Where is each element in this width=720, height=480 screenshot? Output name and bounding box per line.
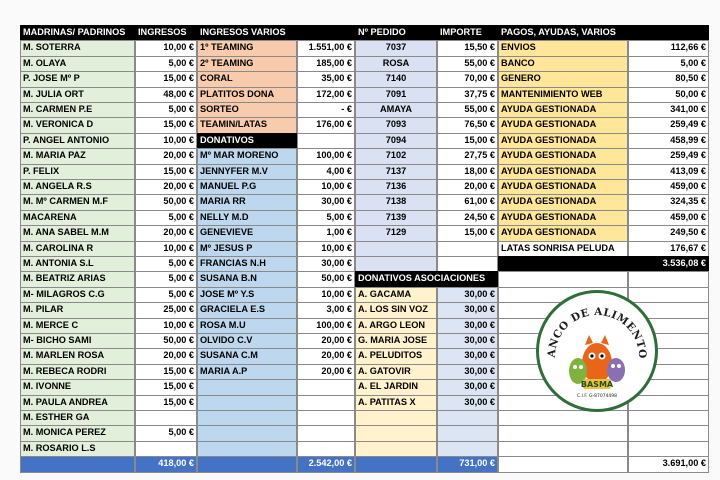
pago-concept: BANCO	[498, 56, 628, 72]
pedido-num: 7137	[355, 164, 437, 180]
donativo-name: MARIA RR	[197, 194, 297, 210]
header-pagos: PAGOS, AYUDAS, VARIOS	[498, 25, 709, 41]
donativo-blank-amount	[297, 441, 355, 457]
donor-amount: 48,00 €	[135, 87, 197, 103]
asociacion-amount: 30,00 €	[437, 364, 498, 380]
header-importe: IMPORTE	[437, 25, 498, 41]
pago-amount: 413,09 €	[628, 164, 709, 180]
donativo-amount: 10,00 €	[297, 241, 355, 257]
donativo-blank	[197, 441, 297, 457]
donativo-blank-amount	[297, 379, 355, 395]
pago-amount: 176,67 €	[628, 241, 709, 257]
donativo-name: JOSE Mº Y.S	[197, 287, 297, 303]
donor-amount: 10,00 €	[135, 241, 197, 257]
donor-name: M- BICHO SAMI	[20, 333, 135, 349]
asociacion-blank	[355, 410, 437, 426]
pedido-amount: 18,00 €	[437, 164, 498, 180]
pedido-num: ROSA	[355, 56, 437, 72]
pago-blank-amount	[628, 425, 709, 441]
pedido-num: AMAYA	[355, 102, 437, 118]
donor-amount: 10,00 €	[135, 133, 197, 149]
asociacion-name: A. PELUDITOS	[355, 348, 437, 364]
asociacion-name: A. GATOVIR	[355, 364, 437, 380]
pedido-num: 7138	[355, 194, 437, 210]
donor-amount: 15,00 €	[135, 395, 197, 411]
asociacion-name: A. GACAMA	[355, 287, 437, 303]
ingreso-concept: TEAMIN/LATAS	[197, 117, 297, 133]
pedido-blank-amount	[437, 256, 498, 272]
donativo-name: MANUEL P.G	[197, 179, 297, 195]
pedido-num: 7093	[355, 117, 437, 133]
pedido-amount: 55,00 €	[437, 56, 498, 72]
ingreso-amount: 35,00 €	[297, 71, 355, 87]
asociacion-amount: 30,00 €	[437, 333, 498, 349]
donor-name: M. MERCE C	[20, 318, 135, 334]
donor-name: M. CAROLINA R	[20, 241, 135, 257]
donativo-blank	[197, 379, 297, 395]
ingreso-concept: CORAL	[197, 71, 297, 87]
donativo-amount: 3,00 €	[297, 302, 355, 318]
donativo-name: SUSANA C.M	[197, 348, 297, 364]
pago-concept: AYUDA GESTIONADA	[498, 117, 628, 133]
pedido-num: 7102	[355, 148, 437, 164]
pago-concept: AYUDA GESTIONADA	[498, 179, 628, 195]
donor-amount: 50,00 €	[135, 194, 197, 210]
ingreso-amount: 185,00 €	[297, 56, 355, 72]
pago-concept: AYUDA GESTIONADA	[498, 194, 628, 210]
donativos-header-blank	[297, 133, 355, 149]
donor-amount: 10,00 €	[135, 318, 197, 334]
donativo-amount: 4,00 €	[297, 164, 355, 180]
pago-amount: 341,00 €	[628, 102, 709, 118]
pago-concept: GENERO	[498, 71, 628, 87]
donor-amount: 5,00 €	[135, 56, 197, 72]
donor-name: M. BEATRIZ ARIAS	[20, 271, 135, 287]
asociacion-amount: 30,00 €	[437, 379, 498, 395]
donativo-blank-amount	[297, 395, 355, 411]
donativo-name: Mº MAR MORENO	[197, 148, 297, 164]
donativo-name: JENNYFER M.V	[197, 164, 297, 180]
donor-name: M. ANGELA R.S	[20, 179, 135, 195]
donor-amount: 15,00 €	[135, 117, 197, 133]
pago-blank-amount	[628, 441, 709, 457]
donor-name: M. PAULA ANDREA	[20, 395, 135, 411]
ingreso-concept: PLATITOS DONA	[197, 87, 297, 103]
asociacion-name: A. ARGO LEON	[355, 318, 437, 334]
donativo-amount: 100,00 €	[297, 148, 355, 164]
pago-concept: AYUDA GESTIONADA	[498, 210, 628, 226]
ingreso-concept: 2º TEAMING	[197, 56, 297, 72]
ingreso-amount: 1.551,00 €	[297, 40, 355, 56]
total-pedido-blank	[355, 456, 437, 472]
donor-name: M. ROSARIO L.S	[20, 441, 135, 457]
pedido-amount: 15,50 €	[437, 40, 498, 56]
donativo-name: OLVIDO C.V	[197, 333, 297, 349]
donor-name: M. PILAR	[20, 302, 135, 318]
asociacion-name: A. PATITAS X	[355, 395, 437, 411]
pago-amount: 459,00 €	[628, 179, 709, 195]
donor-name: M. REBECA RODRI	[20, 364, 135, 380]
pago-amount: 458,99 €	[628, 133, 709, 149]
pedido-amount: 15,00 €	[437, 133, 498, 149]
total-varios: 2.542,00 €	[297, 456, 355, 472]
asociacion-blank-amount	[437, 441, 498, 457]
pedido-num: 7129	[355, 225, 437, 241]
donor-name: M. MARIA PAZ	[20, 148, 135, 164]
logo-graphic	[539, 293, 655, 409]
donor-amount: 20,00 €	[135, 225, 197, 241]
donativo-amount: 5,00 €	[297, 210, 355, 226]
donativo-blank	[197, 395, 297, 411]
donativo-blank-amount	[297, 410, 355, 426]
total-importe: 731,00 €	[437, 456, 498, 472]
total-concept-blank	[197, 456, 297, 472]
pago-concept: AYUDA GESTIONADA	[498, 133, 628, 149]
donor-name: M. MONICA PEREZ	[20, 425, 135, 441]
donativo-amount: 20,00 €	[297, 348, 355, 364]
pedido-amount: 76,50 €	[437, 117, 498, 133]
donor-amount: 5,00 €	[135, 287, 197, 303]
pedido-amount: 15,00 €	[437, 225, 498, 241]
donativo-name: GRACIELA E.S	[197, 302, 297, 318]
donativos-header: DONATIVOS	[197, 133, 297, 149]
pago-concept: MANTENIMIENTO WEB	[498, 87, 628, 103]
asociacion-amount: 30,00 €	[437, 318, 498, 334]
ingreso-amount: 176,00 €	[297, 117, 355, 133]
pedido-amount: 27,75 €	[437, 148, 498, 164]
pedido-amount: 37,75 €	[437, 87, 498, 103]
pago-amount: 324,35 €	[628, 194, 709, 210]
pago-concept: ENVIOS	[498, 40, 628, 56]
asociacion-amount: 30,00 €	[437, 395, 498, 411]
donativo-amount: 20,00 €	[297, 333, 355, 349]
pago-amount: 459,00 €	[628, 210, 709, 226]
donor-name: M. OLAYA	[20, 56, 135, 72]
asociacion-blank-amount	[437, 425, 498, 441]
pago-amount: 5,00 €	[628, 56, 709, 72]
donor-amount	[135, 410, 197, 426]
svg-text:C.I.F. G-87074498: C.I.F. G-87074498	[576, 394, 618, 399]
donativo-name: MARIA A.P	[197, 364, 297, 380]
donor-amount: 15,00 €	[135, 71, 197, 87]
donativo-name: NELLY M.D	[197, 210, 297, 226]
logo-sub: BASMA	[580, 380, 614, 389]
asociacion-amount: 30,00 €	[437, 348, 498, 364]
asociacion-amount: 30,00 €	[437, 302, 498, 318]
pago-concept: AYUDA GESTIONADA	[498, 164, 628, 180]
donativo-amount: 30,00 €	[297, 256, 355, 272]
pago-amount: 249,50 €	[628, 225, 709, 241]
pagos-subtotal-blank	[498, 256, 628, 272]
pedido-amount: 55,00 €	[437, 102, 498, 118]
header-ingresos-varios: INGRESOS VARIOS	[197, 25, 355, 41]
ingreso-concept: SORTEO	[197, 102, 297, 118]
donor-amount: 20,00 €	[135, 179, 197, 195]
donativo-amount: 50,00 €	[297, 271, 355, 287]
donor-name: P. FELIX	[20, 164, 135, 180]
pago-blank	[498, 425, 628, 441]
donor-amount: 15,00 €	[135, 364, 197, 380]
donor-name: M. JULIA ORT	[20, 87, 135, 103]
asociacion-amount: 30,00 €	[437, 287, 498, 303]
asociacion-name: A. EL JARDIN	[355, 379, 437, 395]
donativo-amount: 30,00 €	[297, 194, 355, 210]
pago-concept: AYUDA GESTIONADA	[498, 148, 628, 164]
donor-amount: 5,00 €	[135, 256, 197, 272]
donativo-name: FRANCIAS N.H	[197, 256, 297, 272]
donor-name: M. ESTHER GA	[20, 410, 135, 426]
svg-text:BANCO DE ALIMENTOS: ANCO DE ALIMENTO	[545, 305, 649, 360]
pago-blank	[498, 441, 628, 457]
donativo-blank-amount	[297, 425, 355, 441]
pagos-subtotal: 3.536,08 €	[628, 256, 709, 272]
donor-amount: 25,00 €	[135, 302, 197, 318]
donor-amount: 5,00 €	[135, 271, 197, 287]
pago-amount: 259,49 €	[628, 148, 709, 164]
pago-concept: AYUDA GESTIONADA	[498, 225, 628, 241]
donor-name: M- MILAGROS C.G	[20, 287, 135, 303]
pago-amount: 112,66 €	[628, 40, 709, 56]
asociacion-blank	[355, 425, 437, 441]
donor-name: M. IVONNE	[20, 379, 135, 395]
total-pagos: 3.691,00 €	[628, 456, 709, 472]
banco-alimentos-logo	[536, 290, 658, 412]
asociacion-name: A. LOS SIN VOZ	[355, 302, 437, 318]
donativo-name: SUSANA B.N	[197, 271, 297, 287]
donativo-amount: 10,00 €	[297, 179, 355, 195]
donativo-name: GENEVIEVE	[197, 225, 297, 241]
total-label-blank	[20, 456, 135, 472]
donor-amount: 5,00 €	[135, 102, 197, 118]
asociaciones-header: DONATIVOS ASOCIACIONES	[355, 271, 498, 287]
pago-concept: LATAS SONRISA PELUDA	[498, 241, 628, 257]
pedido-amount: 20,00 €	[437, 179, 498, 195]
donor-name: P. ANGEL ANTONIO	[20, 133, 135, 149]
header-madrinas: MADRINAS/ PADRINOS	[20, 25, 135, 41]
pago-amount: 259,49 €	[628, 117, 709, 133]
donativo-name: ROSA M.U	[197, 318, 297, 334]
pago-concept: AYUDA GESTIONADA	[498, 102, 628, 118]
pedido-blank	[355, 241, 437, 257]
pedido-amount: 24,50 €	[437, 210, 498, 226]
pago-blank-amount	[628, 410, 709, 426]
donativo-amount: 100,00 €	[297, 318, 355, 334]
total-pagos-blank	[498, 456, 628, 472]
pedido-blank-amount	[437, 241, 498, 257]
donor-name: M. SOTERRA	[20, 40, 135, 56]
donor-amount: 50,00 €	[135, 333, 197, 349]
total-ingresos: 418,00 €	[135, 456, 197, 472]
donor-amount: 5,00 €	[135, 425, 197, 441]
donor-amount: 10,00 €	[135, 40, 197, 56]
pedido-num: 7037	[355, 40, 437, 56]
ingreso-concept: 1º TEAMING	[197, 40, 297, 56]
donativo-amount: 1,00 €	[297, 225, 355, 241]
donor-name: P. JOSE Mº P	[20, 71, 135, 87]
donativo-amount: 10,00 €	[297, 287, 355, 303]
pago-amount: 50,00 €	[628, 87, 709, 103]
donativo-name: Mº JESUS P	[197, 241, 297, 257]
donor-amount: 5,00 €	[135, 210, 197, 226]
pedido-amount: 61,00 €	[437, 194, 498, 210]
asociacion-name: G. MARIA JOSE	[355, 333, 437, 349]
donor-name: M. Mº CARMEN M.F	[20, 194, 135, 210]
donor-amount: 20,00 €	[135, 148, 197, 164]
donor-name: MACARENA	[20, 210, 135, 226]
pedido-num: 7139	[355, 210, 437, 226]
pedido-num: 7094	[355, 133, 437, 149]
donor-name: M. ANTONIA S.L	[20, 256, 135, 272]
pago-blank	[498, 271, 628, 287]
asociacion-blank	[355, 441, 437, 457]
donor-amount: 20,00 €	[135, 348, 197, 364]
pago-amount: 80,50 €	[628, 71, 709, 87]
pedido-num: 7140	[355, 71, 437, 87]
ingreso-amount: 172,00 €	[297, 87, 355, 103]
ingreso-amount: - €	[297, 102, 355, 118]
donor-amount	[135, 441, 197, 457]
pedido-amount: 70,00 €	[437, 71, 498, 87]
header-pedido: Nº PEDIDO	[355, 25, 437, 41]
donor-name: M. ANA SABEL M.M	[20, 225, 135, 241]
donativo-blank	[197, 425, 297, 441]
pedido-blank	[355, 256, 437, 272]
donor-amount: 15,00 €	[135, 379, 197, 395]
pago-blank-amount	[628, 271, 709, 287]
donativo-blank	[197, 410, 297, 426]
donor-name: M. MARLEN ROSA	[20, 348, 135, 364]
header-ingresos: INGRESOS	[135, 25, 197, 41]
pedido-num: 7091	[355, 87, 437, 103]
donor-name: M. VERONICA D	[20, 117, 135, 133]
pedido-num: 7136	[355, 179, 437, 195]
donor-amount: 15,00 €	[135, 164, 197, 180]
donor-name: M. CARMEN P.E	[20, 102, 135, 118]
donativo-amount: 20,00 €	[297, 364, 355, 380]
asociacion-blank-amount	[437, 410, 498, 426]
